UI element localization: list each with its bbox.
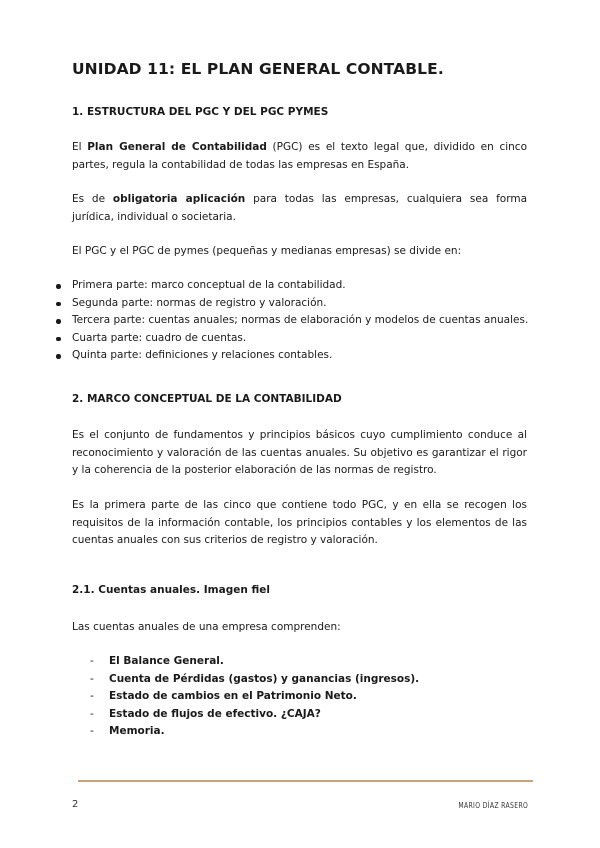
bullet-icon [56, 302, 61, 307]
section-1-paragraph-3: El PGC y el PGC de pymes (pequeñas y medianas empresas) se divide en: [72, 245, 462, 257]
author-name: MARIO DÍAZ RASERO [458, 801, 528, 810]
section-2-paragraph-2: Es la primera parte de las cinco que contiene todo PGC, y en ella se recogen los requisitos de la información contable, los principios contables y los elementos de las cuentas anuales con sus criterios de registro y valoración. [72, 499, 527, 546]
section-2-heading: 2. MARCO CONCEPTUAL DE LA CONTABILIDAD [72, 393, 342, 405]
page-title: UNIDAD 11: EL PLAN GENERAL CONTABLE. [72, 60, 444, 78]
footer-divider [78, 780, 533, 782]
bullet-icon [56, 354, 61, 359]
subsection-2-1-intro: Las cuentas anuales de una empresa comprenden: [72, 621, 341, 633]
bullet-icon [56, 337, 61, 342]
bullet-icon [56, 284, 61, 289]
section-1-paragraph-1: El Plan General de Contabilidad (PGC) es el texto legal que, dividido en cinco partes, regula la contabilidad de todas las empresas en España. [72, 141, 527, 171]
section-1-paragraph-2: Es de obligatoria aplicación para todas las empresas, cualquiera sea forma jurídica, individual o societaria. [72, 193, 527, 223]
document-page: UNIDAD 11: EL PLAN GENERAL CONTABLE. 1. ESTRUCTURA DEL PGC Y DEL PGC PYMES El Plan General de Contabilidad (PGC) es el texto legal que, dividido en cinco partes, regula la contabilidad de todas las empresas en España. Es de obligatoria aplicación para todas las empresas, cualquiera sea forma jurídica, individual o societaria. El PGC y el PGC de pymes (pequeñas y medianas empresas) se divide en: Primera parte: marco conceptual de la contabilidad. Segunda parte: normas de registro y valoración. Tercera parte: cuentas anuales; normas de elaboración y modelos de cuentas anuales. Cuarta parte: cuadro de cuentas. Quinta parte: definiciones y relaciones contables. 2. MARCO CONCEPTUAL DE LA CONTABILIDAD Es el conjunto de fundamentos y principios básicos cuyo cumplimiento conduce al reconocimiento y valoración de las cuentas anuales. Su objetivo es garantizar el rigor y la coherencia de la posterior elaboración de las normas de registro. Es la primera parte de las cinco que contiene todo PGC, y en ella se recogen los requisitos de la información contable, los principios contables y los elementos de las cuentas anuales con sus criterios de registro y valoración. 2.1. Cuentas anuales. Imagen fiel Las cuentas anuales de una empresa comprenden: - El Balance General. - Cuenta de Pérdidas (gastos) y ganancias (ingresos). - Estado de cambios en el Patrimonio Neto. - Estado de flujos de efectivo. ¿CAJA? - Memoria. 2 MARIO DÍAZ RASERO [0, 0, 600, 848]
section-2-paragraph-1: Es el conjunto de fundamentos y principios básicos cuyo cumplimiento conduce al reconocimiento y valoración de las cuentas anuales. Su objetivo es garantizar el rigor y la coherencia de la posterior elaboración de las normas de registro. [72, 429, 527, 476]
page-number: 2 [72, 799, 79, 810]
subsection-2-1-heading: 2.1. Cuentas anuales. Imagen fiel [72, 584, 270, 596]
bullet-icon [56, 319, 61, 324]
section-1-heading: 1. ESTRUCTURA DEL PGC Y DEL PGC PYMES [72, 106, 329, 118]
